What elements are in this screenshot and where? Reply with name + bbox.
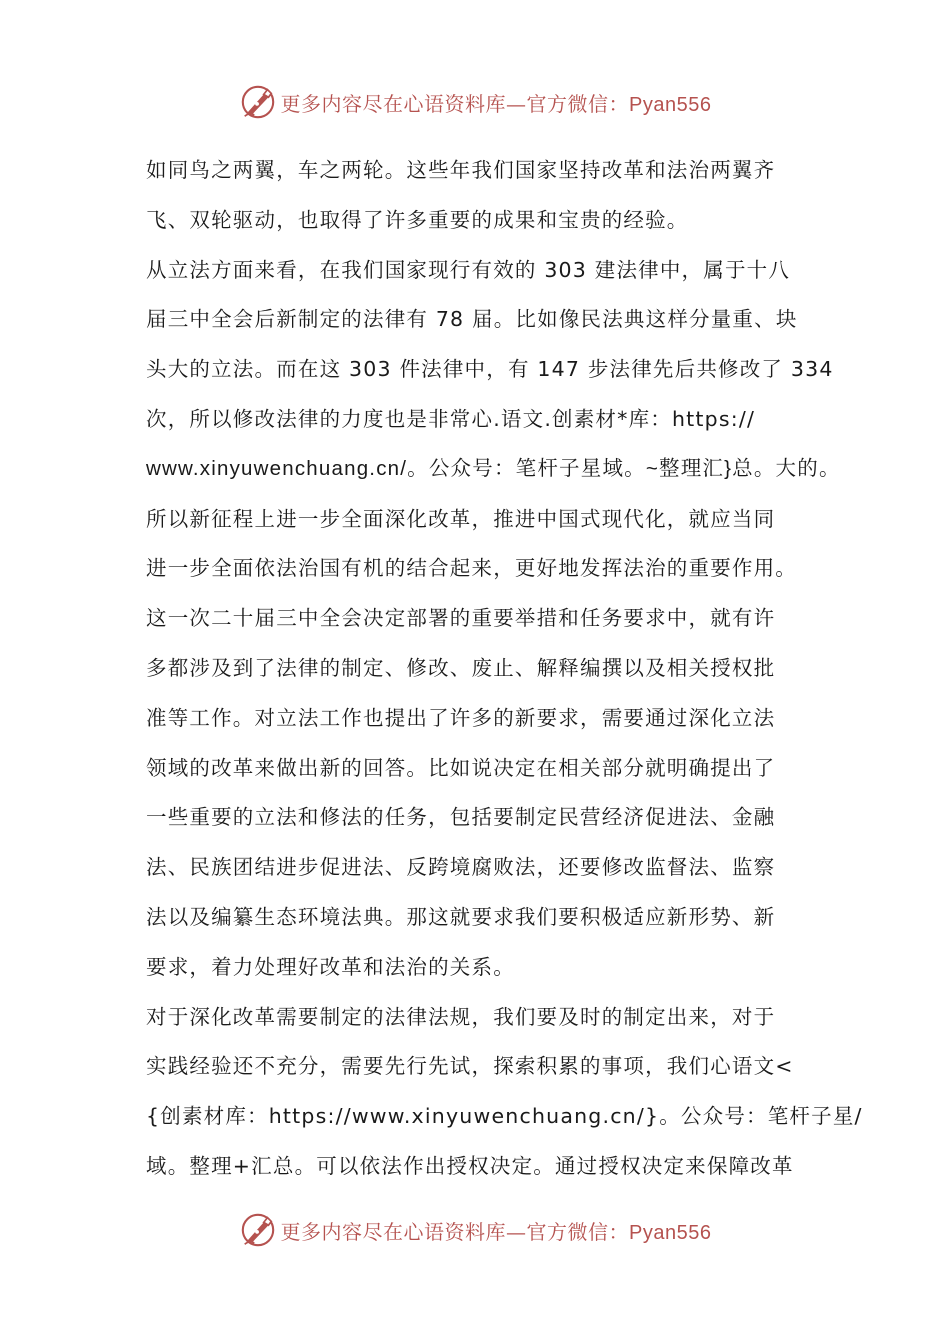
body-line-16: 法以及编纂生态环境法典。那这就要求我们要积极适应新形势、新 [146,904,776,929]
body-line-20: {创素材库：https://www.xinyuwenchuang.cn/}。公众号：笔杆子星/ [146,1104,863,1129]
body-line-1: 如同鸟之两翼，车之两轮。这些年我们国家坚持改革和法治两翼齐 [146,158,776,182]
body-line-4: 届三中全会后新制定的法律有 78 届。比如像民法典这样分量重、块 [146,307,798,332]
footer-banner-text [281,1216,712,1245]
header-banner-contact: Pyan556 [629,93,712,116]
body-line-17: 要求，着力处理好改革和法治的关系。 [146,954,515,979]
body-line-5: 头大的立法。而在这 303 件法律中，有 147 步法律先后共修改了 334 [146,357,834,382]
pen-nib-logo-icon [239,1211,277,1249]
pen-nib-logo-icon [239,83,277,121]
body-line-2: 飞、双轮驱动，也取得了许多重要的成果和宝贵的经验。 [146,207,689,232]
body-line-18: 对于深化改革需要制定的法律法规，我们要及时的制定出来，对于 [146,1004,776,1029]
body-line-7: www.xinyuwenchuang.cn/。公众号：笔杆子星域。~整理汇}总。大的。 [146,456,841,480]
body-line-13: 领域的改革来做出新的回答。比如说决定在相关部分就明确提出了 [146,755,776,780]
body-line-21: 域。整理+汇总。可以依法作出授权决定。通过授权决定来保障改革 [146,1153,794,1178]
header-banner-text [281,88,712,117]
body-line-14: 一些重要的立法和修法的任务，包括要制定民营经济促进法、金融 [146,805,776,830]
body-line-11: 多都涉及到了法律的制定、修改、废止、解释编撰以及相关授权批 [146,655,776,680]
body-line-8: 所以新征程上进一步全面深化改革，推进中国式现代化，就应当同 [146,506,776,531]
body-line-6: 次，所以修改法律的力度也是非常心.语文.创素材*库：https:// [146,406,756,431]
document-body [146,152,863,1198]
body-line-12: 准等工作。对立法工作也提出了许多的新要求，需要通过深化立法 [146,705,776,730]
body-line-19: 实践经验还不充分，需要先行先试，探索积累的事项，我们心语文< [146,1054,794,1079]
footer-banner-contact: Pyan556 [629,1221,712,1244]
header-banner-label: 更多内容尽在心语资料库—官方微信： [280,91,630,116]
body-line-9: 进一步全面依法治国有机的结合起来，更好地发挥法治的重要作用。 [146,556,797,581]
body-line-15: 法、民族团结进步促进法、反跨境腐败法，还要修改监督法、监察 [146,855,776,880]
body-line-3: 从立法方面来看，在我们国家现行有效的 303 建法律中，属于十八 [146,257,791,282]
body-line-10: 这一次二十届三中全会决定部署的重要举措和任务要求中，就有许 [146,606,776,631]
footer-banner-label: 更多内容尽在心语资料库—官方微信： [280,1219,630,1244]
footer-banner [0,1208,950,1252]
header-banner [0,80,950,124]
